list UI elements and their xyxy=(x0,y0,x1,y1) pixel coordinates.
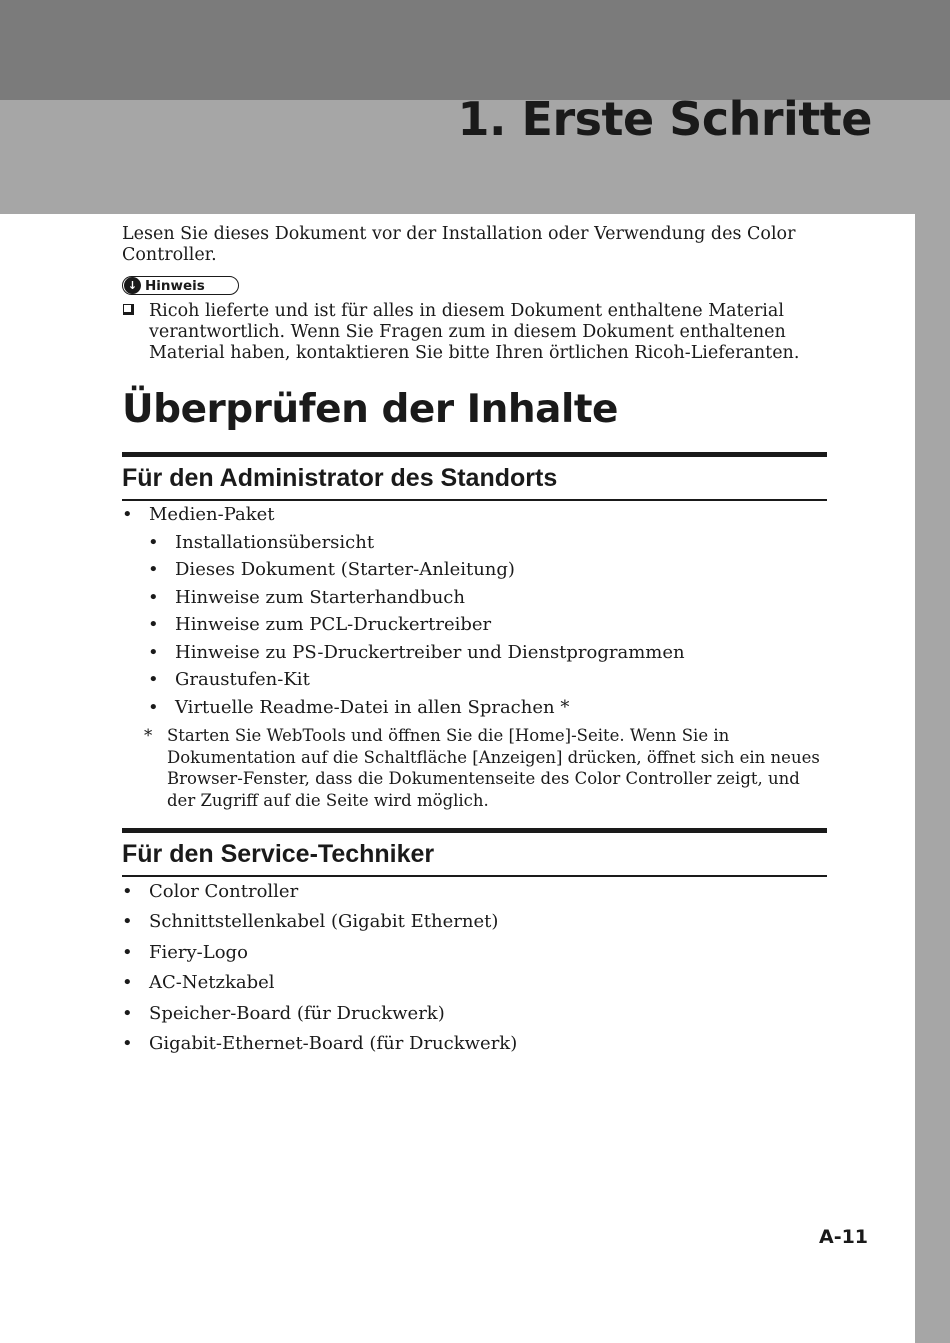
list-item-label: Gigabit-Ethernet-Board (für Druckwerk) xyxy=(149,1033,518,1055)
section-service-heading: Für den Service-Techniker xyxy=(122,828,827,877)
bullet-icon: • xyxy=(148,641,159,663)
list-item-label: Medien-Paket xyxy=(149,504,275,525)
hint-badge xyxy=(122,276,239,295)
list-item-label: Color Controller xyxy=(149,880,299,902)
intro-text: Lesen Sie dieses Dokument vor der Installation oder Verwendung des Color Controller. xyxy=(122,224,796,265)
list-item xyxy=(122,968,827,999)
bullet-icon: • xyxy=(122,941,133,963)
list-item-label: Fiery-Logo xyxy=(149,941,248,963)
list-item xyxy=(122,999,827,1030)
list-item xyxy=(122,877,827,908)
list-item xyxy=(122,1029,827,1060)
bullet-icon: • xyxy=(148,586,159,608)
sub-list-item xyxy=(148,611,827,639)
bullet-icon: • xyxy=(148,696,159,718)
sub-list-item-label: Graustufen-Kit xyxy=(175,669,310,690)
bullet-icon: • xyxy=(148,669,159,690)
section-admin-heading: Für den Administrator des Standorts xyxy=(122,452,827,501)
checkbox-bullet-icon xyxy=(123,304,134,315)
bullet-icon: • xyxy=(148,614,159,635)
list-item xyxy=(122,938,827,969)
hint-label: Hinweis xyxy=(145,277,205,294)
sub-list-item xyxy=(148,666,827,694)
list-item-label: AC-Netzkabel xyxy=(149,972,275,994)
main-heading: Überprüfen der Inhalte xyxy=(122,387,618,432)
bullet-icon: • xyxy=(122,504,133,525)
sub-list-item-label: Hinweise zum PCL-Druckertreiber xyxy=(175,614,492,635)
sub-list-item-label: Dieses Dokument (Starter-Anleitung) xyxy=(175,559,515,580)
arrow-down-circle-icon: ↓ xyxy=(124,277,141,294)
sub-list-item xyxy=(148,694,827,722)
header-band-dark xyxy=(0,0,950,100)
hint-item xyxy=(122,301,827,364)
sub-list-item xyxy=(148,556,827,584)
sub-list-item-label: Virtuelle Readme-Datei in allen Sprachen * xyxy=(175,696,570,718)
list-item-label: Speicher-Board (für Druckwerk) xyxy=(149,1002,445,1024)
bullet-icon: • xyxy=(122,911,133,933)
page-number: A-11 xyxy=(819,1226,869,1248)
hint-text: Ricoh lieferte und ist für alles in diesem Dokument enthaltene Material verantwortlich. Wenn Sie Fragen zum in diesem Dokument enthaltenen Material haben, kontaktieren Sie bitte Ihren örtlichen Ricoh-Lieferanten. xyxy=(149,301,800,363)
service-list xyxy=(122,877,827,1061)
sub-list-item xyxy=(148,639,827,667)
admin-list xyxy=(122,501,827,721)
bullet-icon: • xyxy=(148,559,159,580)
chapter-title: 1. Erste Schritte xyxy=(457,92,872,146)
sub-list-wrapper xyxy=(122,529,827,722)
sub-list-item-label: Hinweise zum Starterhandbuch xyxy=(175,586,465,608)
bullet-icon: • xyxy=(122,1002,133,1024)
bullet-icon: • xyxy=(122,1033,133,1055)
bullet-icon: • xyxy=(148,531,159,553)
side-band xyxy=(915,214,950,1343)
sub-list-item-label: Installationsübersicht xyxy=(175,531,375,553)
sub-list-item-label: Hinweise zu PS-Druckertreiber und Dienstprogrammen xyxy=(175,641,685,663)
footnote-marker: * xyxy=(144,726,153,745)
page-content xyxy=(122,224,827,1060)
list-item xyxy=(122,907,827,938)
list-item xyxy=(122,501,827,529)
list-item-label: Schnittstellenkabel (Gigabit Ethernet) xyxy=(149,911,499,933)
footnote-text: Starten Sie WebTools und öffnen Sie die [Home]-Seite. Wenn Sie in Dokumentation auf die Schaltfläche [Anzeigen] drücken, öffnet sich ein neues Browser-Fenster, dass die Dokumentenseite des Color Controller zeigt, und der Zugriff auf die Seite wird möglich. xyxy=(167,726,820,810)
footnote xyxy=(122,725,827,811)
media-package-sublist xyxy=(122,529,827,722)
sub-list-item xyxy=(148,584,827,612)
sub-list-item xyxy=(148,529,827,557)
bullet-icon: • xyxy=(122,880,133,902)
bullet-icon: • xyxy=(122,972,133,994)
